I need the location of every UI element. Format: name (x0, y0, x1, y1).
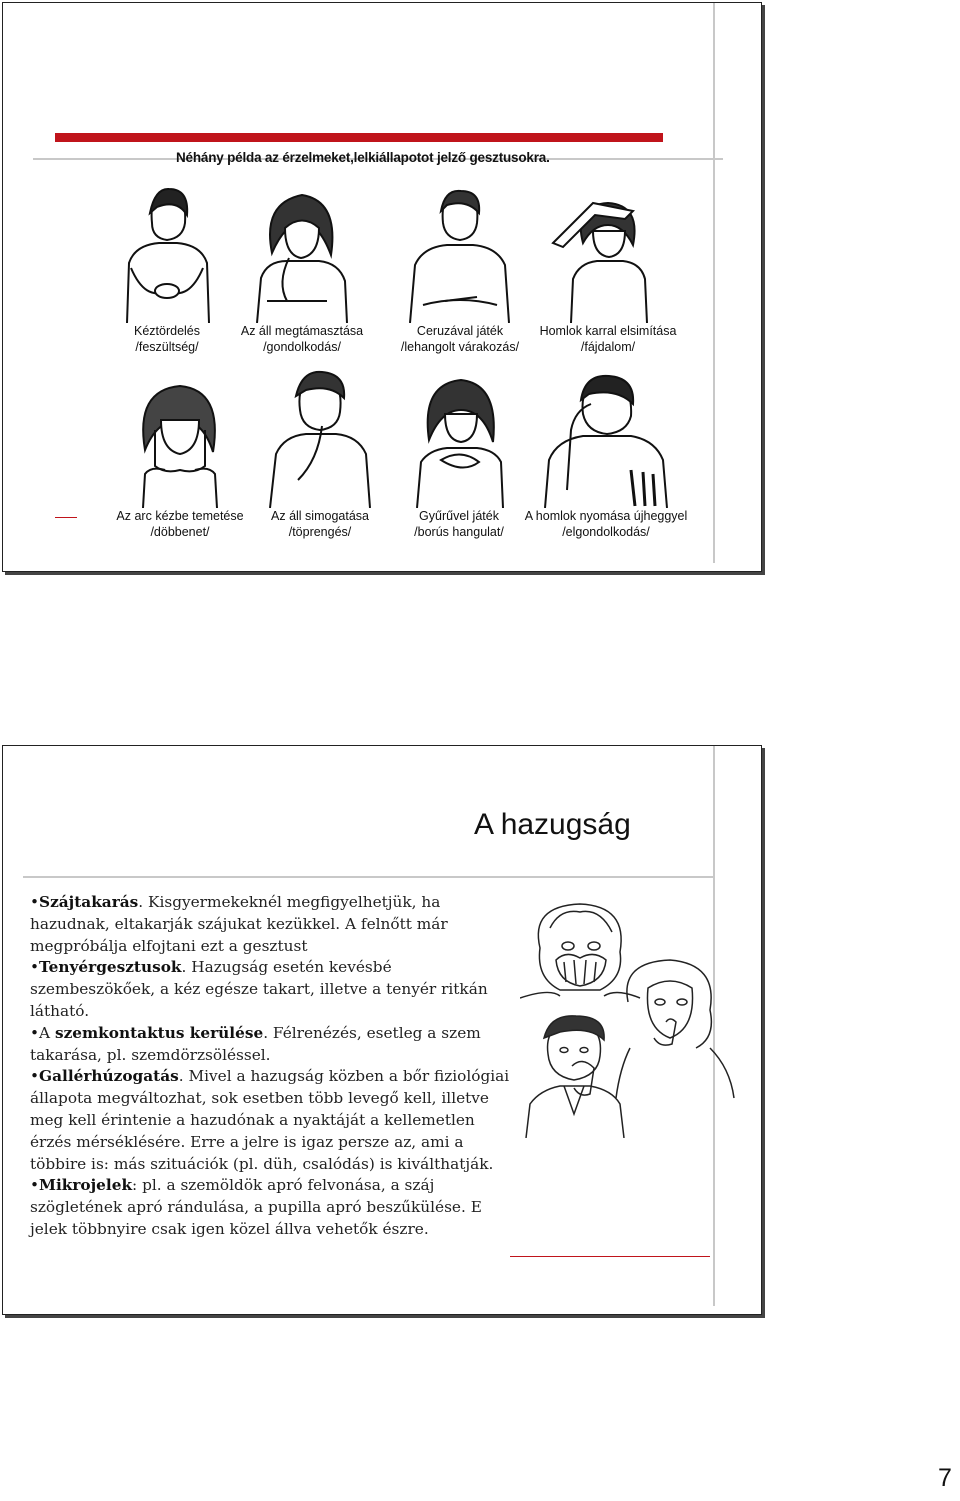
chin-support-illustration (227, 183, 377, 323)
figure-caption: Gyűrűvel játék /borús hangulat/ (414, 509, 504, 539)
figure-hand-wringing (92, 183, 242, 355)
figure-forehead-press (506, 370, 706, 540)
figure-face-in-hands (100, 370, 260, 540)
decor-line-horizontal (23, 876, 713, 878)
bullet-item: •Mikrojelek: pl. a szemöldök apró felvonása, a száj szögletének apró rándulása, a pupilla apró beszűkülése. E jelek többnyire csak igen közel állva vehetők észre. (30, 1176, 482, 1238)
figure-caption: A homlok nyomása újheggyel /elgondolkodás/ (524, 509, 688, 539)
accent-line (510, 1256, 710, 1257)
accent-bar (55, 133, 663, 142)
page-number: 7 (938, 1464, 952, 1492)
figure-caption: Ceruzával játék /lehangolt várakozás/ (400, 324, 520, 354)
slide-title: A hazugság (474, 808, 631, 841)
bullet-item: •Gallérhúzogatás. Mivel a hazugság közben a bőr fiziológiai állapota megváltozhat, sok esetben több levegő kell, illetve meg kell érintenie a hazudónak a nyaktáját a kellemetlen érzés mérséklésére. Erre a jelre is igaz persze az, ami a többire is: más szituációk (pl. düh, csalódás) is kiválthatják. (30, 1067, 510, 1173)
figure-caption: Az áll simogatása /töprengés/ (271, 509, 369, 539)
figure-forehead-wipe (528, 183, 688, 355)
bullet-item: •Szájtakarás. Kisgyermekeknél megfigyelhetjük, ha hazudnak, eltakarják szájukat kezükkel. A felnőtt már megpróbálja elfojtani ezt a gesztust (30, 893, 448, 955)
figure-caption: Az arc kézbe temetése /döbbenet/ (116, 509, 244, 539)
bullet-item: •Tenyérgesztusok. Hazugság esetén kevésbé szembeszökőek, a kéz egésze takart, illetve a tenyér ritkán látható. (30, 958, 488, 1020)
face-in-hands-illustration (105, 370, 255, 508)
figure-caption: Kéztördelés /feszültség/ (133, 324, 200, 354)
figure-caption: Az áll megtámasztása /gondolkodás/ (240, 324, 364, 354)
figure-pencil-play (380, 183, 540, 355)
figure-chin-stroke (250, 370, 390, 540)
pencil-play-illustration (385, 183, 535, 323)
bullet-list (30, 892, 510, 1241)
figure-chin-support (222, 183, 382, 355)
forehead-wipe-illustration (533, 183, 683, 323)
slide-title: Néhány példa az érzelmeket,lelkiállapotot jelző gesztusokra. (176, 150, 550, 165)
accent-line (55, 517, 77, 518)
lying-sketches-illustration (520, 898, 750, 1138)
decor-line-vertical (713, 3, 715, 563)
figure-caption: Homlok karral elsimítása /fájdalom/ (539, 324, 677, 354)
bullet-item: •A szemkontaktus kerülése. Félrenézés, esetleg a szem takarása, pl. szemdörzsöléssel. (30, 1023, 481, 1064)
chin-stroke-illustration (250, 370, 390, 508)
forehead-press-illustration (531, 370, 681, 508)
hand-wringing-illustration (97, 183, 237, 323)
